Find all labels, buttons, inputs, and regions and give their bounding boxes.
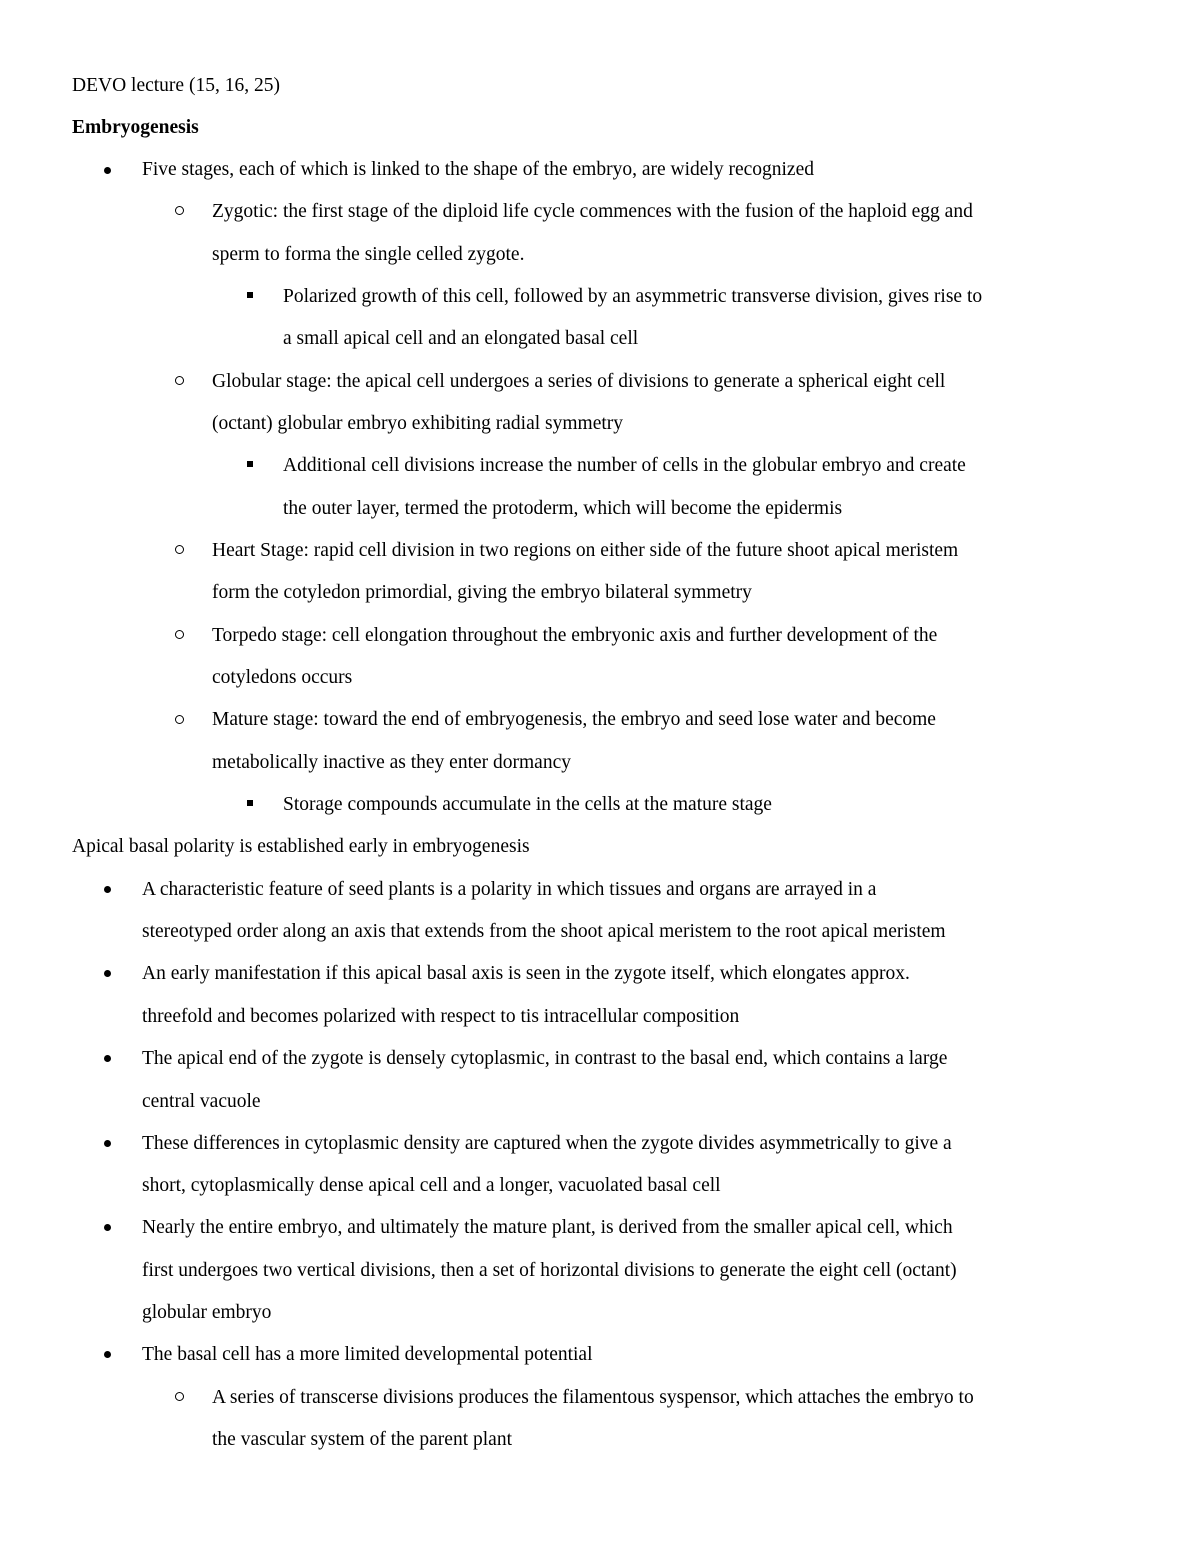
bullet-circle bbox=[175, 630, 184, 639]
bullet-dot bbox=[104, 167, 111, 174]
bullet-circle bbox=[175, 1392, 184, 1401]
list-item-text: An early manifestation if this apical basal axis is seen in the zygote itself, which elongates approx. bbox=[142, 963, 910, 984]
list-item-text: A series of transcerse divisions produces the filamentous syspensor, which attaches the embryo to bbox=[212, 1387, 974, 1408]
bullet-circle bbox=[175, 715, 184, 724]
list-item-text: Mature stage: toward the end of embryogenesis, the embryo and seed lose water and become bbox=[212, 709, 936, 730]
list-item-text: threefold and becomes polarized with respect to tis intracellular composition bbox=[142, 1006, 740, 1027]
list-item-text: (octant) globular embryo exhibiting radial symmetry bbox=[212, 413, 624, 434]
list-item-text: first undergoes two vertical divisions, then a set of horizontal divisions to generate the eight cell (octant) bbox=[142, 1260, 957, 1281]
bullet-square bbox=[247, 461, 253, 467]
list-item-text: metabolically inactive as they enter dormancy bbox=[212, 752, 571, 773]
list-item-text: stereotyped order along an axis that extends from the shoot apical meristem to the root apical meristem bbox=[142, 921, 946, 942]
bullet-square bbox=[247, 800, 253, 806]
list-item-text: Polarized growth of this cell, followed by an asymmetric transverse division, gives rise to bbox=[283, 286, 983, 307]
bullet-dot bbox=[104, 1140, 111, 1147]
list-item-text: central vacuole bbox=[142, 1091, 261, 1112]
section-heading-apical-basal: Apical basal polarity is established early in embryogenesis bbox=[72, 836, 530, 857]
list-item-text: short, cytoplasmically dense apical cell and a longer, vacuolated basal cell bbox=[142, 1175, 721, 1196]
list-item-text: Additional cell divisions increase the number of cells in the globular embryo and create bbox=[283, 455, 966, 476]
list-item-text: The apical end of the zygote is densely cytoplasmic, in contrast to the basal end, which contains a large bbox=[142, 1048, 948, 1069]
document-header: DEVO lecture (15, 16, 25) bbox=[72, 75, 280, 96]
list-item-text: the vascular system of the parent plant bbox=[212, 1429, 512, 1450]
list-item-text: Heart Stage: rapid cell division in two regions on either side of the future shoot apical meristem bbox=[212, 540, 959, 561]
bullet-circle bbox=[175, 206, 184, 215]
list-item-text: A characteristic feature of seed plants is a polarity in which tissues and organs are arrayed in a bbox=[142, 879, 877, 900]
list-item-text: The basal cell has a more limited developmental potential bbox=[142, 1344, 593, 1365]
list-item-text: Storage compounds accumulate in the cells at the mature stage bbox=[283, 794, 772, 815]
list-item-text: These differences in cytoplasmic density are captured when the zygote divides asymmetrically to give a bbox=[142, 1133, 952, 1154]
list-item-text: Nearly the entire embryo, and ultimately the mature plant, is derived from the smaller apical cell, which bbox=[142, 1217, 953, 1238]
bullet-dot bbox=[104, 1055, 111, 1062]
bullet-circle bbox=[175, 545, 184, 554]
list-item-text: sperm to forma the single celled zygote. bbox=[212, 244, 525, 265]
list-item-text: Zygotic: the first stage of the diploid life cycle commences with the fusion of the haploid egg and bbox=[212, 201, 973, 222]
list-item-text: globular embryo bbox=[142, 1302, 272, 1323]
list-item-text: form the cotyledon primordial, giving the embryo bilateral symmetry bbox=[212, 582, 752, 603]
list-item-text: the outer layer, termed the protoderm, which will become the epidermis bbox=[283, 498, 843, 519]
list-item-text: Globular stage: the apical cell undergoes a series of divisions to generate a spherical eight cell bbox=[212, 371, 946, 392]
section-heading-embryogenesis: Embryogenesis bbox=[72, 117, 199, 138]
bullet-dot bbox=[104, 1224, 111, 1231]
bullet-circle bbox=[175, 376, 184, 385]
bullet-dot bbox=[104, 970, 111, 977]
bullet-dot bbox=[104, 1351, 111, 1358]
list-item-text: a small apical cell and an elongated basal cell bbox=[283, 328, 639, 349]
list-item-text: Five stages, each of which is linked to the shape of the embryo, are widely recognized bbox=[142, 159, 814, 180]
bullet-square bbox=[247, 292, 253, 298]
list-item-text: cotyledons occurs bbox=[212, 667, 353, 688]
bullet-dot bbox=[104, 886, 111, 893]
list-item-text: Torpedo stage: cell elongation throughout the embryonic axis and further development of the bbox=[212, 625, 938, 646]
